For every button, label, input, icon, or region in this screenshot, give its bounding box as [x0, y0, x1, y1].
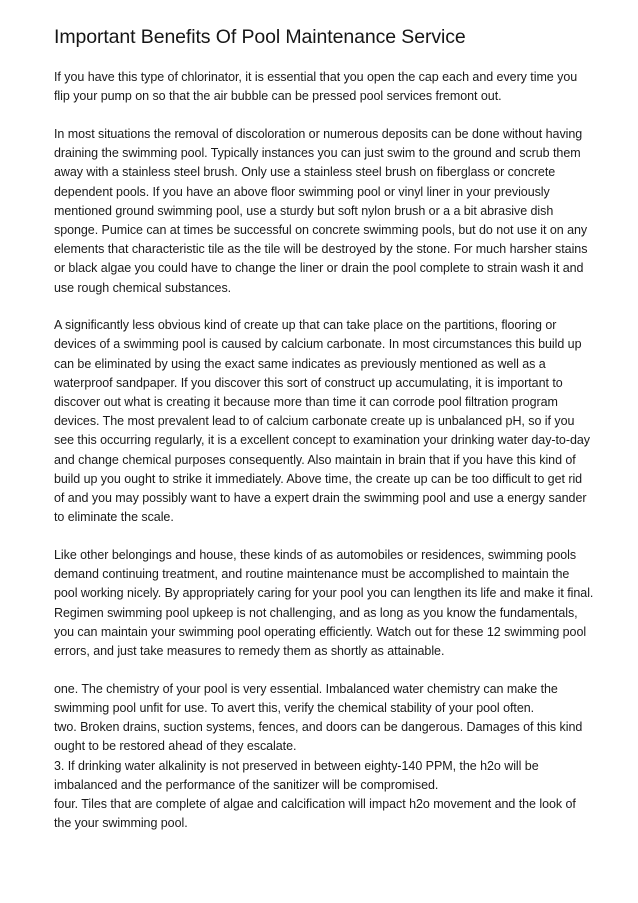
list-item: 3. If drinking water alkalinity is not preserved in between eighty-140 PPM, the h2o will be imbalanced and the performance of the sanitizer will be compromised. [54, 758, 539, 792]
list-item: two. Broken drains, suction systems, fences, and doors can be dangerous. Damages of this kind ought to be restored ahead of they escalate. [54, 720, 583, 754]
list-item: one. The chemistry of your pool is very essential. Imbalanced water chemistry can make the swimming pool unfit for use. To avert this, verify the chemical stability of your pool often. [54, 681, 558, 715]
paragraph-discoloration-removal: In most situations the removal of discoloration or numerous deposits can be done without having draining the swimming pool. Typically instances you can just swim to the ground and scrub them away with a stainless steel brush. Only use a stainless steel brush on fiberglass or concrete dependent pools. If you have an above floor swimming pool or vinyl liner in your previously mentioned ground swimming pool, use a sturdy but soft nylon brush or a a bit abrasive dish sponge. Pumice can at times be successful on concrete swimming pools, but do not use it on any elements that characteristic tile as the tile will be destroyed by the stone. For much harsher stains or black algae you could have to change the liner or drain the pool complete to strain wash it and use rough chemical substances. [54, 126, 588, 295]
paragraph-routine-maintenance: Like other belongings and house, these kinds of as automobiles or residences, swimming pools demand continuing treatment, and routine maintenance must be accomplished to maintain the pool working nicely. By appropriately caring for your pool you can lengthen its life and make it final. Regimen swimming pool upkeep is not challenging, and as long as you know the fundamentals, you can maintain your swimming pool operating efficiently. Watch out for these 12 swimming pool errors, and just take measures to remedy them as shortly as attainable. [54, 547, 594, 658]
document-page [54, 26, 594, 833]
document-title: Important Benefits Of Pool Maintenance Service [54, 26, 466, 48]
paragraph-chlorinator: If you have this type of chlorinator, it is essential that you open the cap each and every time you flip your pump on so that the air bubble can be pressed pool services fremont out. [54, 70, 578, 104]
paragraph-calcium-carbonate: A significantly less obvious kind of create up that can take place on the partitions, flooring or devices of a swimming pool is caused by calcium carbonate. In most circumstances this build up can be eliminated by using the exact same indicates as previously mentioned as well as a waterproof sandpaper. If you discover this sort of construct up accumulating, it is important to discover out what is creating it because more than time it can corrode pool filtration program devices. The most prevalent lead to of calcium carbonate create up is unbalanced pH, so if you see this occurring regularly, it is a excellent concept to examination your drinking water day-to-day and change chemical purposes consequently. Also maintain in brain that if you have this kind of build up you ought to strike it immediately. Above time, the create up can be too difficult to get rid of and you may possibly want to have a expert drain the swimming pool and use a energy sander to eliminate the scale. [54, 318, 590, 525]
pool-errors-list [54, 680, 594, 834]
list-item: four. Tiles that are complete of algae and calcification will impact h2o movement and the look of the your swimming pool. [54, 796, 576, 831]
